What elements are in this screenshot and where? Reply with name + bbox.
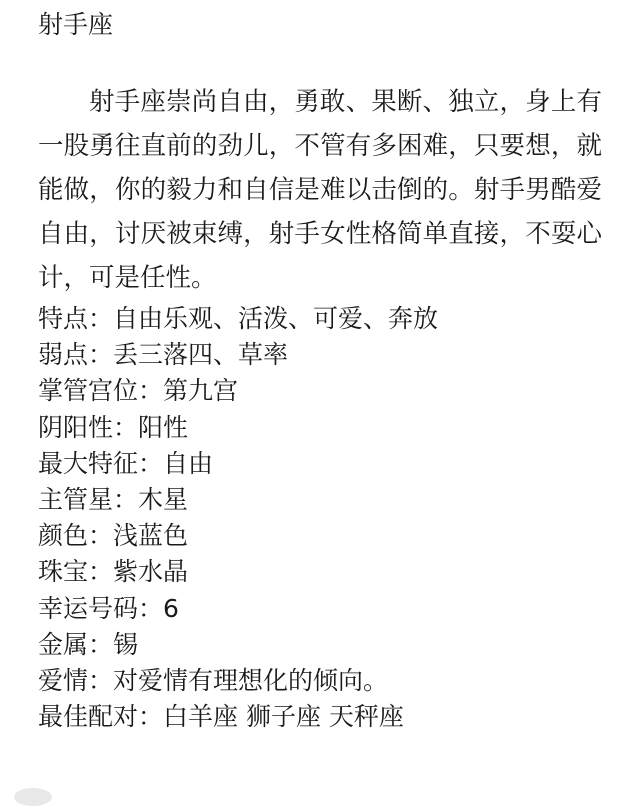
attribute-item: 最佳配对：白羊座 狮子座 天秤座: [38, 702, 404, 732]
attribute-item: 颜色：浅蓝色: [38, 521, 189, 551]
attribute-item: 金属：锡: [38, 629, 139, 659]
intro-paragraph: 射手座崇尚自由，勇敢、果断、独立，身上有一股勇往直前的劲儿，不管有多困难，只要想，就能做，你的毅力和自信是难以击倒的。射手男酷爱自由，讨厌被束缚，射手女性格简单直接，不耍心计，可是任性。: [38, 87, 602, 293]
attribute-item: 主管星：木星: [38, 484, 189, 514]
document-title: 射手座: [38, 10, 114, 39]
bottom-edge-shape: [14, 788, 52, 806]
attribute-item: 幸运号码：6: [38, 593, 179, 623]
attribute-item: 最大特征：自由: [38, 448, 214, 478]
attribute-item: 弱点：丢三落四、草率: [38, 340, 289, 370]
attribute-list: [38, 301, 602, 735]
attribute-item: 爱情：对爱情有理想化的倾向。: [38, 665, 389, 695]
attribute-item: 掌管宫位：第九宫: [38, 376, 239, 406]
attribute-item: 特点：自由乐观、活泼、可爱、奔放: [38, 304, 439, 333]
attribute-item: 阴阳性：阳性: [38, 412, 189, 442]
attribute-item: 珠宝：紫水晶: [38, 557, 189, 587]
